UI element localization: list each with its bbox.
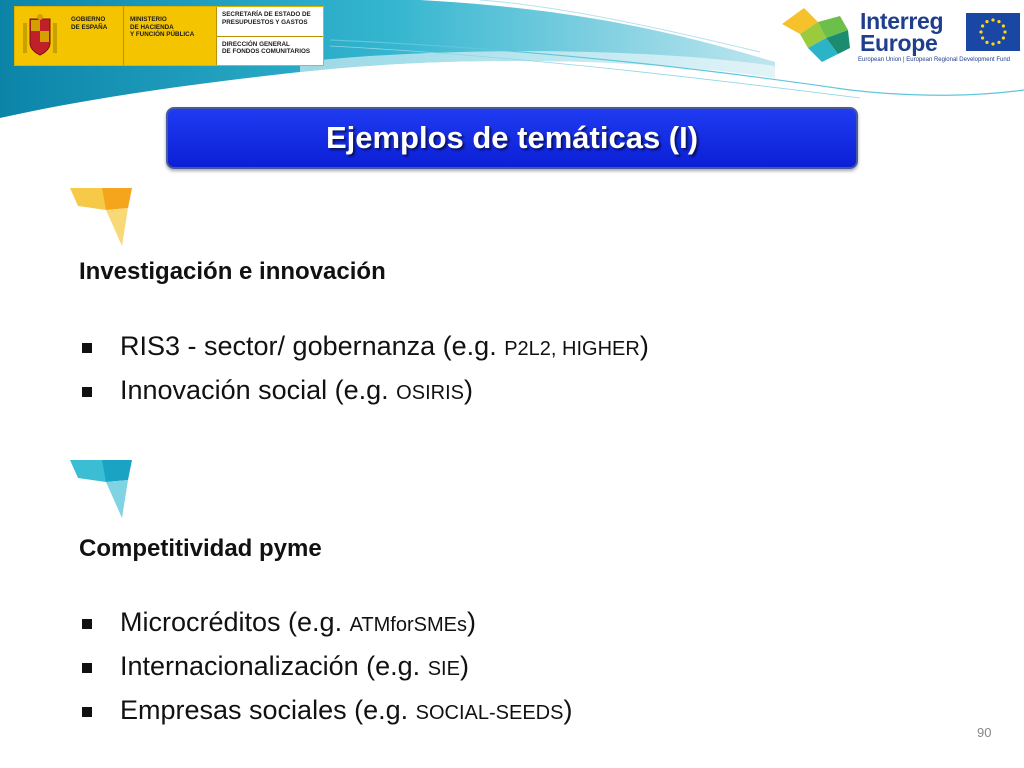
section-heading-competitividad: Competitividad pyme <box>79 535 322 562</box>
bullet-square-icon <box>82 343 92 353</box>
list-item <box>79 602 572 646</box>
bullet-square-icon <box>82 663 92 673</box>
bullet-list-competitividad <box>79 602 572 734</box>
interreg-emblem-icon <box>778 4 858 74</box>
example-project: OSIRIS <box>396 382 464 404</box>
bullet-text: RIS3 - sector/ gobernanza (e.g. P2L2, HIGHER) <box>120 331 649 361</box>
bullet-square-icon <box>82 707 92 717</box>
gov-label-direcciones <box>216 7 323 65</box>
interreg-word-line2: Europe <box>860 30 938 56</box>
gov-label-direccion: DIRECCIÓN GENERAL DE FONDOS COMUNITARIOS <box>222 40 311 55</box>
list-item <box>79 690 572 734</box>
bullet-text: Internacionalización (e.g. SIE) <box>120 651 469 681</box>
interreg-word-line1: Interreg <box>860 8 944 34</box>
yellow-chevron-icon <box>68 186 134 248</box>
example-project: P2L2, HIGHER <box>504 338 640 360</box>
interreg-wordmark <box>860 10 943 54</box>
bullet-list-investigacion <box>79 326 649 414</box>
list-item <box>79 370 649 414</box>
eu-flag-icon <box>966 13 1020 51</box>
list-item <box>79 646 572 690</box>
teal-chevron-icon <box>68 458 134 520</box>
section-heading-investigacion: Investigación e innovación <box>79 258 386 285</box>
slide-title: Ejemplos de temáticas (I) <box>325 120 699 155</box>
example-project: ATMforSMEs <box>349 614 467 636</box>
bullet-text: Microcréditos (e.g. ATMforSMEs) <box>120 607 476 637</box>
example-project: SIE <box>427 658 460 680</box>
bullet-text: Empresas sociales (e.g. SOCIAL-SEEDS) <box>120 695 573 725</box>
page-number: 90 <box>977 725 992 740</box>
interreg-europe-logo <box>778 4 1024 74</box>
bullet-square-icon <box>82 619 92 629</box>
spanish-government-logo <box>14 6 324 66</box>
example-project: SOCIAL-SEEDS <box>415 702 564 724</box>
interreg-subtitle: European Union | European Regional Development Fund <box>858 57 1010 63</box>
bullet-text: Innovación social (e.g. OSIRIS) <box>120 375 473 405</box>
gov-label-gobierno: GOBIERNO DE ESPAÑA <box>71 16 108 31</box>
title-banner <box>166 107 858 169</box>
gov-label-ministerio: MINISTERIO DE HACIENDA Y FUNCIÓN PÚBLICA <box>123 7 216 65</box>
list-item <box>79 326 649 370</box>
gov-label-secretaria: SECRETARÍA DE ESTADO DE PRESUPUESTOS Y GASTOS <box>217 7 323 37</box>
bullet-square-icon <box>82 387 92 397</box>
coat-of-arms-icon <box>15 7 65 65</box>
